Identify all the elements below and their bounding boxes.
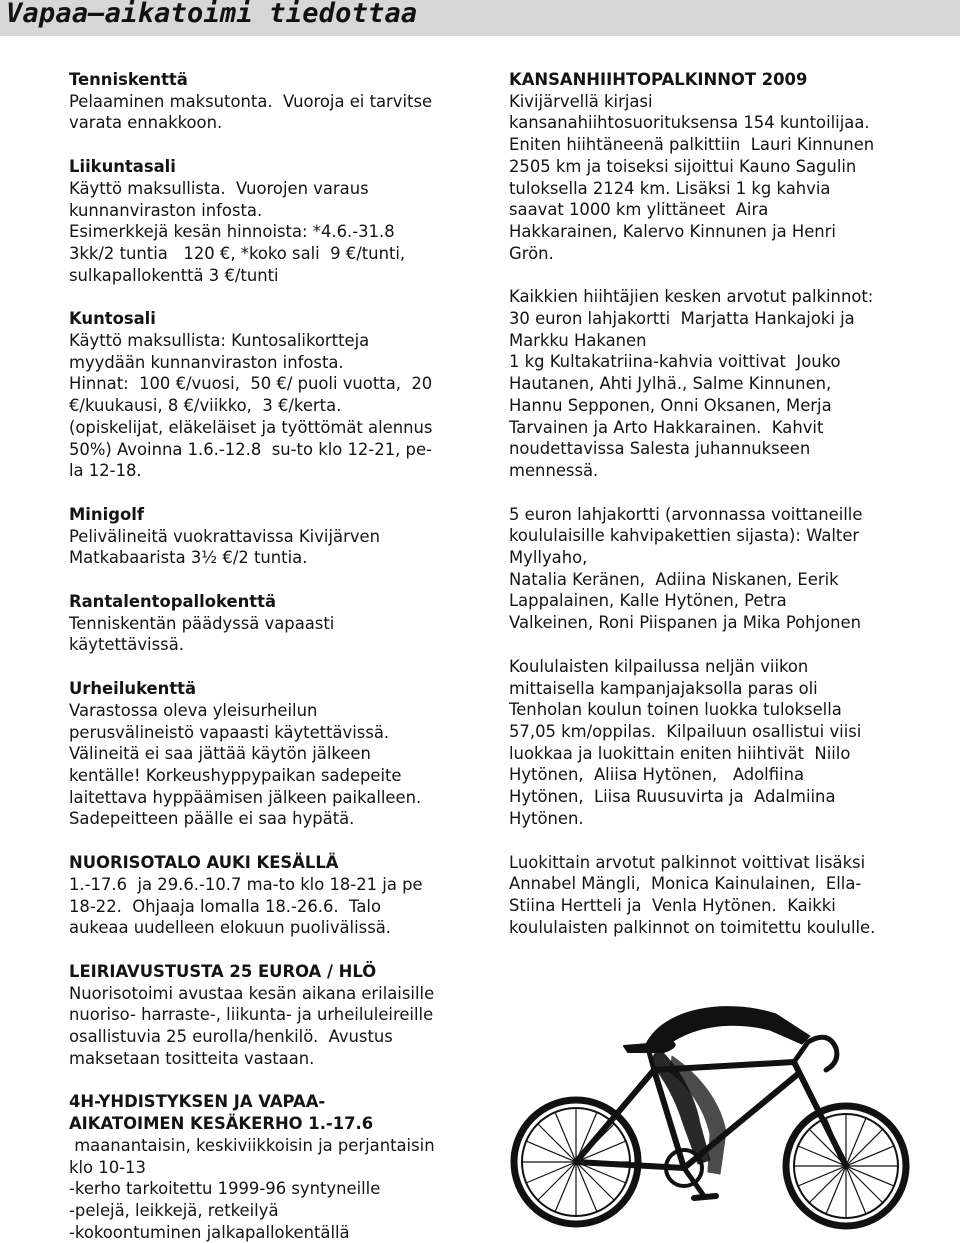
section-5 [509, 852, 889, 939]
section-heading: Tenniskenttä [69, 70, 188, 89]
body-line: kansanahiihtosuorituksensa 154 kuntoilijaa. [509, 113, 870, 133]
body-line: 18-22. Ohjaaja lomalla 18.-26.6. Talo [69, 896, 381, 916]
body-line: Kaikkien hiihtäjien kesken arvotut palkinnot: [509, 287, 874, 307]
body-line: Käyttö maksullista. Vuorojen varaus [69, 178, 369, 198]
section-9 [69, 1091, 461, 1243]
section-body [509, 91, 889, 265]
section-1 [509, 69, 889, 264]
section-8 [69, 961, 461, 1070]
body-line: Tenholan koulun toinen luokka tuloksella [509, 700, 842, 720]
body-line: Pelivälineitä vuokrattavissa Kivijärven [69, 526, 380, 546]
body-line: osallistuvia 25 eurolla/henkilö. Avustus [69, 1027, 393, 1047]
body-line: perusvälineistö vapaasti käytettävissä. [69, 722, 390, 742]
body-line: 5 euron lahjakortti (arvonnassa voittaneille [509, 504, 863, 524]
section-body [69, 526, 461, 569]
body-line: nuoriso- harraste-, liikunta- ja urheiluleireille [69, 1005, 434, 1025]
body-line: Natalia Keränen, Adiina Niskanen, Eerik [509, 569, 839, 589]
body-line: Hytönen. [509, 808, 584, 828]
body-line: Kivijärvellä kirjasi [509, 91, 653, 111]
body-line: 30 euron lahjakortti Marjatta Hankajoki ja [509, 309, 855, 329]
body-line: Valkeinen, Roni Piispanen ja Mika Pohjonen [509, 613, 862, 633]
body-line: Käyttö maksullista: Kuntosalikortteja [69, 331, 370, 351]
body-line: koululaisille kahvipakettien sijasta): Walter [509, 526, 860, 546]
section-3 [69, 308, 461, 482]
body-line: kunnanviraston infosta. [69, 200, 263, 220]
body-line: (opiskelijat, eläkeläiset ja työttömät alennus [69, 417, 433, 437]
section-1 [69, 69, 461, 134]
left-column [69, 69, 461, 1243]
body-line: Stiina Hertteli ja Venla Hytönen. Kaikki [509, 895, 836, 915]
body-line: maanantaisin, keskiviikkoisin ja perjantaisin [69, 1135, 435, 1155]
section-body [69, 330, 461, 482]
section-2 [509, 286, 889, 481]
body-line: luokkaa ja luokittain eniten hiihtivät Niilo [509, 743, 851, 763]
section-heading: 4H-YHDISTYKSEN JA VAPAA- AIKATOIMEN KESÄKERHO 1.-17.6 [69, 1092, 374, 1134]
body-line: Eniten hiihtäneenä palkittiin Lauri Kinnunen [509, 135, 875, 155]
body-line: varata ennakkoon. [69, 113, 223, 133]
body-line: aukeaa uudelleen elokuun puolivälissä. [69, 918, 392, 938]
body-line: 2505 km ja toiseksi sijoittui Kauno Sagulin [509, 156, 857, 176]
body-line: Matkabaarista 3½ €/2 tuntia. [69, 548, 308, 568]
body-line: käytettävissä. [69, 635, 184, 655]
body-line: la 12-18. [69, 461, 142, 481]
section-heading: NUORISOTALO AUKI KESÄLLÄ [69, 853, 339, 873]
section-body [69, 1135, 461, 1243]
section-heading: KANSANHIIHTOPALKINNOT 2009 [509, 70, 808, 89]
body-line: Välineitä ei saa jättää käytön jälkeen [69, 744, 371, 764]
body-line: klo 10-13 [69, 1157, 146, 1177]
body-line: Hinnat: 100 €/vuosi, 50 €/ puoli vuotta, 20 [69, 374, 433, 394]
section-body [509, 852, 889, 939]
body-line: 1 kg Kultakatriina-kahvia voittivat Jouko [509, 352, 841, 372]
body-line: Annabel Mängli, Monica Kainulainen, Ella- [509, 874, 862, 894]
body-line: 3kk/2 tuntia 120 €, *koko sali 9 €/tunti, [69, 243, 406, 263]
section-4 [69, 504, 461, 569]
cyclist-illustration [458, 1000, 950, 1234]
body-line: noudettavissa Salesta juhannukseen [509, 439, 811, 459]
body-line: Nuorisotoimi avustaa kesän aikana erilaisille [69, 983, 435, 1003]
body-line: Esimerkkejä kesän hinnoista: *4.6.-31.8 [69, 222, 395, 242]
section-body [509, 286, 889, 481]
body-line: maksetaan tositteita vastaan. [69, 1048, 315, 1068]
body-line: Pelaaminen maksutonta. Vuoroja ei tarvitse [69, 91, 433, 111]
body-line: Varastossa oleva yleisurheilun [69, 700, 318, 720]
body-line: Luokittain arvotut palkinnot voittivat lisäksi [509, 852, 866, 872]
body-line: Koululaisten kilpailussa neljän viikon [509, 656, 809, 676]
body-line: €/kuukausi, 8 €/viikko, 3 €/kerta. [69, 396, 342, 416]
body-line: laitettava hyppäämisen jälkeen paikalleen. [69, 787, 422, 807]
body-line: Grön. [509, 243, 554, 263]
section-4 [509, 656, 889, 830]
header-band [0, 0, 960, 36]
section-heading: Urheilukenttä [69, 679, 197, 699]
body-line: saavat 1000 km ylittäneet Aira [509, 200, 769, 220]
section-body [509, 504, 889, 634]
body-line: Hannu Sepponen, Onni Oksanen, Merja [509, 395, 832, 415]
body-line: Tenniskentän päädyssä vapaasti [69, 613, 335, 633]
section-heading: Minigolf [69, 504, 144, 524]
section-heading: LEIRIAVUSTUSTA 25 EUROA / HLÖ [69, 961, 377, 981]
section-body [69, 613, 461, 656]
section-body [69, 874, 461, 939]
body-line: kentälle! Korkeushyppypaikan sadepeite [69, 765, 402, 785]
body-line: -kokoontuminen jalkapallokentällä [69, 1222, 350, 1242]
body-line: Lappalainen, Kalle Hytönen, Petra [509, 591, 787, 611]
section-body [69, 983, 461, 1070]
body-line: myydään kunnanviraston infosta. [69, 352, 344, 372]
body-line: 50%) Avoinna 1.6.-12.8 su-to klo 12-21, pe- [69, 439, 432, 459]
body-line: koululaisten palkinnot on toimitettu koululle. [509, 917, 876, 937]
body-line: mennessä. [509, 460, 599, 480]
section-body [69, 700, 461, 830]
body-line: tuloksella 2124 km. Lisäksi 1 kg kahvia [509, 178, 831, 198]
section-3 [509, 504, 889, 634]
section-body [69, 91, 461, 134]
body-line: mittaisella kampanjajaksolla paras oli [509, 678, 818, 698]
section-5 [69, 591, 461, 656]
body-line: -kerho tarkoitettu 1999-96 syntyneille [69, 1179, 381, 1199]
body-line: Sadepeitteen päälle ei saa hypätä. [69, 809, 355, 829]
section-6 [69, 678, 461, 830]
right-column [509, 69, 889, 938]
body-line: sulkapallokenttä 3 €/tunti [69, 265, 279, 285]
body-line: -pelejä, leikkejä, retkeilyä [69, 1200, 279, 1220]
section-heading: Kuntosali [69, 309, 156, 329]
section-heading: Liikuntasali [69, 157, 176, 177]
body-line: Tarvainen ja Arto Hakkarainen. Kahvit [509, 417, 824, 437]
body-line: Hautanen, Ahti Jylhä., Salme Kinnunen, [509, 374, 832, 394]
body-line: Markku Hakanen [509, 330, 647, 350]
body-line: Hytönen, Liisa Ruusuvirta ja Adalmiina [509, 787, 836, 807]
body-line: 57,05 km/oppilas. Kilpailuun osallistui viisi [509, 721, 862, 741]
page-title: Vapaa–aikatoimi tiedottaa [6, 0, 418, 29]
body-line: Hakkarainen, Kalervo Kinnunen ja Henri [509, 221, 836, 241]
section-7 [69, 852, 461, 939]
body-line: Myllyaho, [509, 548, 588, 568]
section-body [509, 656, 889, 830]
body-line: Hytönen, Aliisa Hytönen, Adolfiina [509, 765, 805, 785]
section-body [69, 178, 461, 287]
body-line: 1.-17.6 ja 29.6.-10.7 ma-to klo 18-21 ja pe [69, 874, 423, 894]
section-2 [69, 156, 461, 286]
section-heading: Rantalentopallokenttä [69, 592, 277, 612]
